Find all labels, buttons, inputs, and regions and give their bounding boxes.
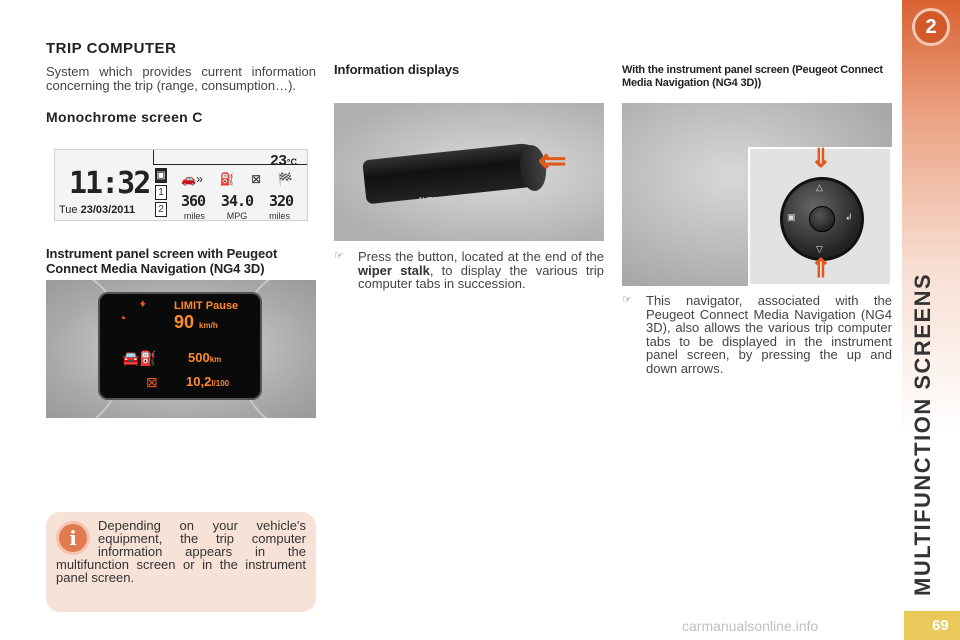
monochrome-screen-image: [54, 149, 308, 221]
mpg-value: 34.0: [220, 192, 254, 210]
location-pin-icon: ♦: [140, 298, 146, 310]
menu-icon: ▣: [787, 212, 796, 222]
col3-bullet-wrap: [622, 294, 892, 375]
instr-heading: Instrument panel screen with Peugeot Connect Media Navigation (NG4 3D): [46, 246, 278, 276]
info-displays-heading: Information displays: [334, 62, 460, 77]
orange-arrow-icon: ⇐: [538, 142, 567, 180]
pointing-hand-icon: ☞: [334, 250, 344, 262]
unit-mpg: MPG: [226, 211, 248, 221]
pointing-hand-icon: ☞: [622, 294, 632, 306]
instr-heading-wrap: [46, 246, 316, 276]
bullet-text-start: Press the button, located at the end of the: [358, 249, 604, 264]
navigator-heading: With the instrument panel screen (Peugeot Connect Media Navigation (NG4 3D)): [622, 64, 883, 89]
chapter-number: 2: [912, 8, 950, 46]
instrument-panel-image: [46, 280, 316, 418]
navigator-inset: [748, 143, 892, 286]
down-arrow-icon: ▽: [816, 244, 823, 254]
col2-bullet-wrap: [334, 250, 604, 291]
car-tab-icon: ▣: [156, 170, 166, 181]
trip-numbers: [173, 192, 301, 210]
column-left: [46, 40, 316, 125]
page-number: 69: [904, 611, 960, 640]
range-unit: km: [209, 355, 222, 364]
fuel-pump-icon: ⛽: [219, 172, 235, 186]
day-label: Tue: [59, 204, 78, 216]
trip-values: [173, 172, 301, 221]
range-number: 500: [188, 350, 210, 365]
consumption-number: 10,2: [186, 374, 212, 389]
temperature-value: 23: [270, 152, 287, 169]
clock-date: [59, 204, 135, 216]
temperature-unit: °C: [286, 157, 297, 167]
consumption-icon: ⊠: [146, 374, 158, 390]
chequered-flag-icon: 🏁: [277, 172, 293, 186]
temperature: [270, 152, 297, 169]
navigator-bullet-text: This navigator, associated with the Peugeot Connect Media Navigation (NG4 3D), also allows the various trip computer tabs to be displayed in the instrument panel screen, by pressing the up and down arrows.: [646, 293, 892, 376]
watermark: carmanualsonline.info: [682, 618, 819, 634]
mono-heading: Monochrome screen C: [46, 109, 203, 125]
clock-time: 11:32: [69, 166, 150, 201]
orange-up-arrow-icon: ⇑: [810, 253, 832, 283]
column-middle: [334, 62, 604, 77]
info-icon: i: [56, 521, 90, 555]
chapter-sidebar: [902, 0, 960, 640]
column-right: [622, 64, 892, 90]
navigator-image: [622, 103, 892, 286]
screen-tabs: [155, 168, 167, 219]
navigator-knob: [780, 177, 864, 261]
chapter-title: MULTIFUNCTION SCREENS: [910, 272, 935, 596]
wiper-stalk: [362, 142, 546, 205]
consumption-display: [186, 374, 229, 389]
distance-value: 320: [268, 192, 294, 210]
speedometer-icon: ◔: [118, 310, 127, 326]
dash-display: [98, 292, 262, 400]
car-range-icon: 🚗»: [181, 172, 203, 186]
date-label: 23/03/2011: [80, 204, 136, 216]
knob-center: [809, 206, 835, 232]
up-arrow-icon: △: [816, 182, 823, 192]
bullet-bold: wiper stalk: [358, 262, 430, 278]
unit-miles-2: miles: [269, 211, 291, 221]
bullet-text: [358, 250, 604, 291]
range-display: [188, 350, 221, 365]
consumption-unit: l/100: [211, 379, 230, 388]
trip-units: [173, 211, 301, 221]
trip-icons: [173, 172, 301, 192]
speed-limit-label: LIMIT Pause: [174, 300, 239, 312]
back-icon: ↲: [845, 212, 853, 222]
section-title: TRIP COMPUTER: [46, 40, 177, 57]
tab-1: 1: [155, 185, 167, 200]
intro-text: System which provides current information concerning the trip (range, consumption…).: [46, 64, 316, 93]
bullet-text-end: , to display the various trip computer tabs in succession.: [358, 262, 604, 291]
speed-number: 90: [174, 312, 195, 332]
tab-2: 2: [155, 202, 167, 217]
speed-value: [174, 312, 218, 333]
stalk-auto-label: AUTO: [418, 197, 438, 204]
range-value: 360: [180, 192, 206, 210]
orange-down-arrow-icon: ⇓: [810, 143, 832, 173]
navigator-bullet: [622, 294, 892, 375]
screen-divider: [153, 150, 154, 164]
wiper-stalk-bullet: [334, 250, 604, 291]
info-box: [46, 512, 316, 612]
info-text: Depending on your vehicle's equipment, the trip computer information appears in the multifunction screen or in the instrument panel screen.: [56, 518, 306, 585]
speed-unit: km/h: [199, 321, 218, 330]
wiper-stalk-image: [334, 103, 604, 241]
consumption-icon: ⊠: [251, 172, 262, 186]
unit-miles-1: miles: [183, 211, 205, 221]
car-range-icon: 🚘⛽: [122, 350, 157, 366]
